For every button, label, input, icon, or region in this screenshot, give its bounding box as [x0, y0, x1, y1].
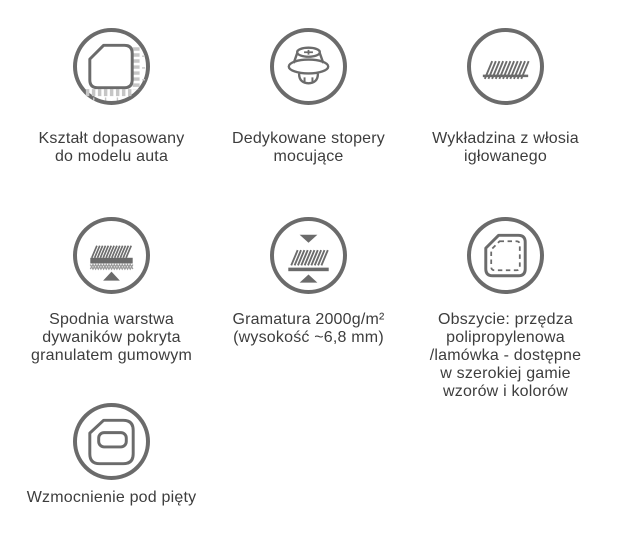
heel-pad-icon: [77, 407, 146, 477]
rubber-granulate-layer-icon: [77, 221, 146, 291]
feature-circle: [73, 217, 150, 294]
feature-circle: [467, 28, 544, 105]
feature-edging: [407, 217, 604, 401]
feature-rubber-backing: [13, 217, 210, 365]
feature-circle: [270, 217, 347, 294]
mounting-clip-icon: [274, 32, 343, 102]
edging-stitch-icon: [471, 221, 540, 291]
feature-label: Gramatura 2000g/m² (wysokość ~6,8 mm): [232, 311, 385, 346]
feature-circle: [467, 217, 544, 294]
feature-grammage: [210, 217, 407, 347]
feature-label: Wzmocnienie pod pięty: [26, 489, 197, 506]
needle-pile-icon: [471, 32, 540, 102]
feature-fixing-clips: [210, 28, 407, 166]
feature-label: Wykładzina z włosia igłowanego: [432, 130, 579, 165]
feature-label: Kształt dopasowany do modelu auta: [38, 130, 185, 165]
feature-circle: [73, 28, 150, 105]
feature-heel-pad: [13, 403, 210, 507]
car-mat-ruler-icon: [77, 32, 146, 102]
feature-label: Spodnia warstwa dywaników pokryta granulatem gumowym: [31, 311, 192, 364]
feature-label: Dedykowane stopery mocujące: [231, 130, 385, 165]
feature-label: Obszycie: przędza polipropylenowa /lamówka - dostępne w szerokiej gamie wzorów i kolorów: [429, 311, 582, 400]
feature-circle: [73, 403, 150, 480]
feature-circle: [270, 28, 347, 105]
thickness-icon: [274, 221, 343, 291]
feature-needle-pile: [407, 28, 604, 166]
feature-shape-matched: [13, 28, 210, 166]
